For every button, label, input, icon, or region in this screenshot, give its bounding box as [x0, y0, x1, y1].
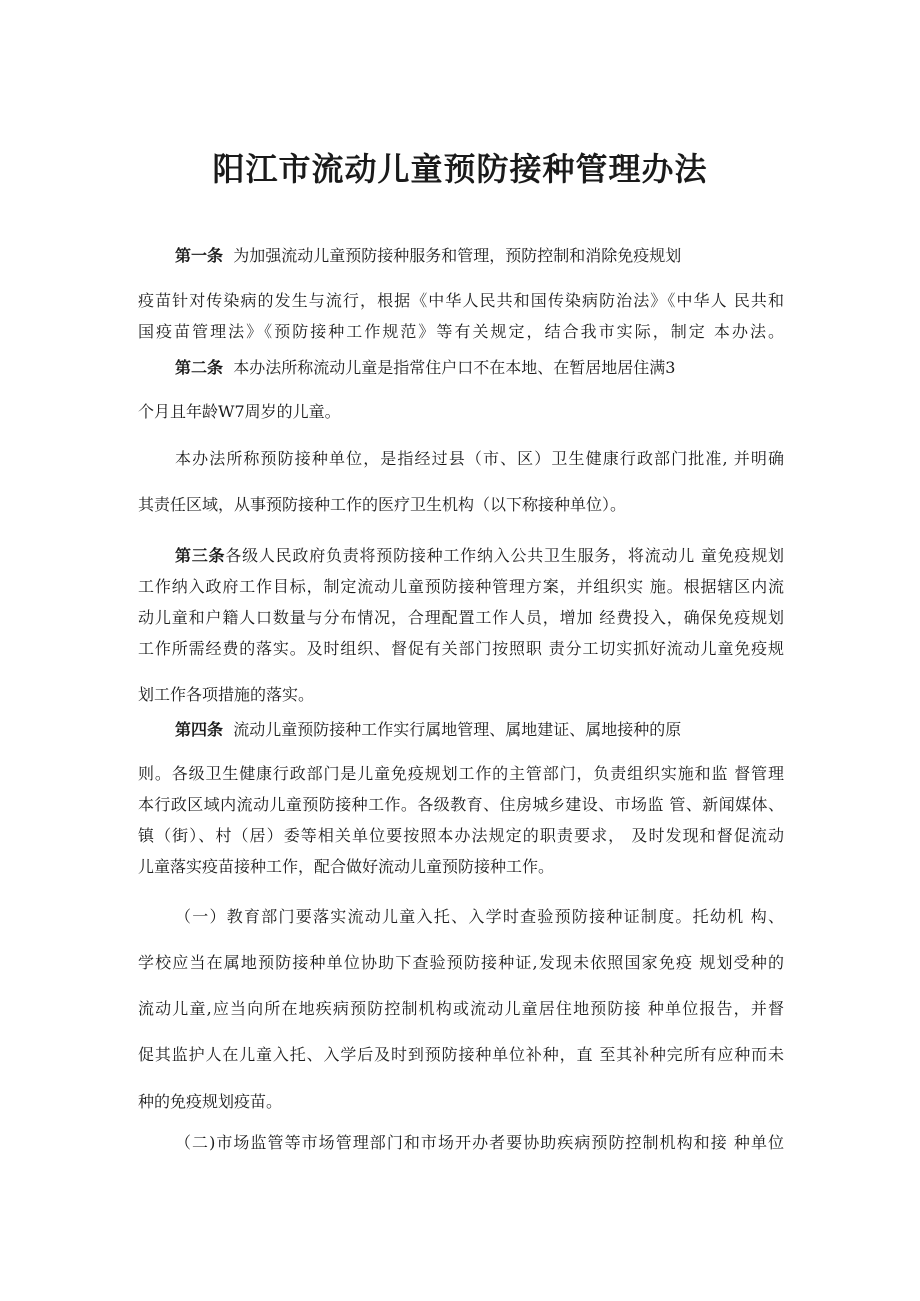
article-1-line-2: 疫苗针对传染病的发生与流行，根据《中华人民共和国传染病防治法》《中华人 民共和 — [138, 291, 784, 310]
article-2-label: 第二条 — [175, 358, 224, 377]
article-3-line-3: 动儿童和户籍人口数量与分布情况，合理配置工作人员，增加 经费投入，确保免疫规划 — [138, 608, 784, 627]
article-4-line-3: 本行政区域内流动儿童预防接种工作。各级教育、住房城乡建设、市场监 管、新闻媒体、 — [138, 795, 784, 814]
item-2-line-1: （二)市场监管等市场管理部门和市场开办者要协助疾病预防控制机构和接 种单位 — [175, 1133, 784, 1152]
article-2-line-1 — [175, 356, 675, 380]
article-1-text-1: 为加强流动儿童预防接种服务和管理，预防控制和消除免疫规划 — [233, 246, 682, 265]
article-4-line-5: 儿童落实疫苗接种工作，配合做好流动儿童预防接种工作。 — [138, 857, 555, 876]
article-3-label: 第三条 — [175, 546, 226, 565]
article-4-text-1: 流动儿童预防接种工作实行属地管理、属地建证、属地接种的原 — [233, 720, 682, 739]
article-2-para-2-line-1: 本办法所称预防接种单位，是指经过县（市、区）卫生健康行政部门批准, 并明确 — [175, 449, 784, 468]
item-1-line-2: 学校应当在属地预防接种单位协助下查验预防接种证,发现未依照国家免疫 规划受种的 — [138, 953, 784, 972]
article-2-line-2: 个月且年龄W7周岁的儿童。 — [138, 402, 341, 421]
article-4-line-1 — [175, 718, 681, 742]
item-1-line-5: 种的免疫规划疫苗。 — [138, 1092, 283, 1111]
article-4-line-2: 则。各级卫生健康行政部门是儿童免疫规划工作的主管部门，负责组织实施和监 督管理 — [138, 764, 784, 783]
item-1-line-1: （一）教育部门要落实流动儿童入托、入学时查验预防接种证制度。托幼机 构、 — [175, 907, 784, 926]
article-3-line-5: 划工作各项措施的落实。 — [138, 685, 315, 704]
article-2-text-1: 本办法所称流动儿童是指常住户口不在本地、在暂居地居住满3 — [233, 358, 676, 377]
article-4-label: 第四条 — [175, 720, 224, 739]
document-title: 阳江市流动儿童预防接种管理办法 — [212, 150, 708, 189]
article-1-label: 第一条 — [175, 246, 224, 265]
article-3-line-4: 工作所需经费的落实。及时组织、督促有关部门按照职 责分工切实抓好流动儿童免疫规 — [138, 639, 784, 658]
article-3-text-1: 各级人民政府负责将预防接种工作纳入公共卫生服务，将流动儿 童免疫规划 — [225, 546, 784, 565]
item-1-line-4: 促其监护人在儿童入托、入学后及时到预防接种单位补种，直 至其补种完所有应种而未 — [138, 1045, 784, 1064]
article-4-line-4: 镇（街）、村（居）委等相关单位要按照本办法规定的职责要求， 及时发现和督促流动 — [138, 826, 784, 845]
article-1-line-3: 国疫苗管理法》《预防接种工作规范》等有关规定，结合我市实际，制定 本办法。 — [138, 322, 784, 341]
article-3-line-1 — [175, 544, 784, 568]
item-1-line-3: 流动儿童,应当向所在地疾病预防控制机构或流动儿童居住地预防接 种单位报告，并督 — [138, 999, 784, 1018]
article-3-line-2: 工作纳入政府工作目标，制定流动儿童预防接种管理方案，并组织实 施。根据辖区内流 — [138, 577, 784, 596]
article-1-line-1 — [175, 244, 681, 268]
article-2-para-2-line-2: 其责任区域，从事预防接种工作的医疗卫生机构（以下称接种单位）。 — [138, 495, 627, 514]
